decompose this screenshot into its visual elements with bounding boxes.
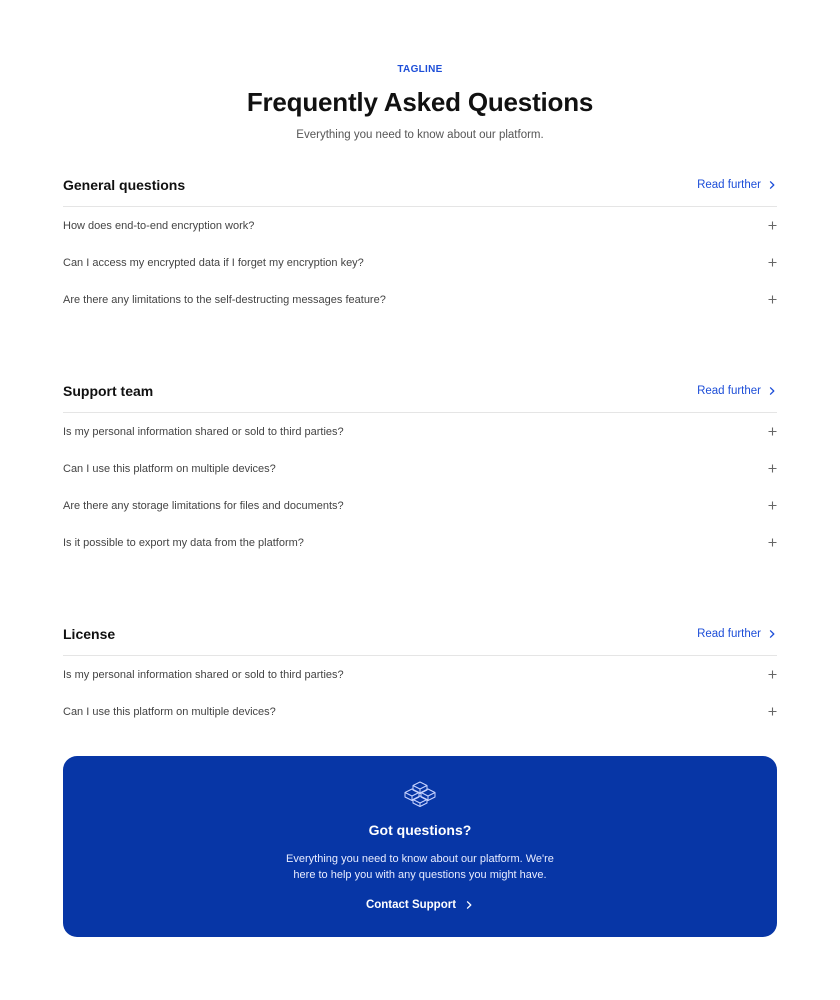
tagline: TAGLINE	[397, 64, 443, 75]
faq-question: Are there any storage limitations for files and documents?	[63, 499, 344, 512]
faq-item[interactable]	[63, 244, 777, 281]
plus-icon	[768, 427, 777, 436]
support-cta-card	[63, 756, 777, 937]
read-further-label: Read further	[697, 385, 761, 397]
faq-list	[63, 413, 777, 561]
section-title: License	[63, 626, 116, 642]
section-header	[63, 164, 777, 207]
faq-section-support	[63, 370, 777, 561]
chevron-right-icon	[767, 386, 777, 396]
faq-item[interactable]	[63, 207, 777, 244]
plus-icon	[768, 670, 777, 679]
faq-section-license	[63, 613, 777, 730]
faq-question: Are there any limitations to the self-destructing messages feature?	[63, 293, 386, 306]
faq-item[interactable]	[63, 450, 777, 487]
faq-question: Can I use this platform on multiple devices?	[63, 462, 276, 475]
section-header	[63, 370, 777, 413]
faq-question: Is my personal information shared or sold to third parties?	[63, 425, 344, 438]
faq-page	[63, 0, 777, 911]
plus-icon	[768, 464, 777, 473]
faq-list	[63, 656, 777, 730]
plus-icon	[768, 295, 777, 304]
faq-question: Can I access my encrypted data if I forget my encryption key?	[63, 256, 364, 269]
cta-description: Everything you need to know about our platform. We're here to help you with any questions you might have.	[286, 853, 554, 881]
faq-section-general	[63, 164, 777, 318]
chevron-right-icon	[464, 900, 474, 910]
chevron-right-icon	[767, 180, 777, 190]
read-further-label: Read further	[697, 628, 761, 640]
faq-item[interactable]	[63, 413, 777, 450]
contact-support-label: Contact Support	[365, 899, 457, 911]
faq-question: Can I use this platform on multiple devices?	[63, 705, 276, 718]
faq-item[interactable]	[63, 281, 777, 318]
page-subtitle: Everything you need to know about our platform.	[296, 129, 544, 141]
plus-icon	[768, 221, 777, 230]
plus-icon	[768, 501, 777, 510]
page-title: Frequently Asked Questions	[246, 87, 594, 117]
hero	[63, 0, 777, 142]
read-further-link-license[interactable]	[697, 628, 777, 640]
plus-icon	[768, 707, 777, 716]
section-header	[63, 613, 777, 656]
read-further-label: Read further	[697, 179, 761, 191]
faq-item[interactable]	[63, 487, 777, 524]
section-title: General questions	[63, 177, 186, 193]
cta-title: Got questions?	[368, 822, 472, 838]
faq-item[interactable]	[63, 524, 777, 561]
faq-item[interactable]	[63, 656, 777, 693]
read-further-link-general[interactable]	[697, 179, 777, 191]
faq-question: Is my personal information shared or sold to third parties?	[63, 668, 344, 681]
blocks-icon	[402, 780, 438, 808]
contact-support-button[interactable]	[366, 899, 474, 911]
section-title: Support team	[63, 383, 154, 399]
faq-question: Is it possible to export my data from the platform?	[63, 536, 304, 549]
faq-item[interactable]	[63, 693, 777, 730]
plus-icon	[768, 258, 777, 267]
plus-icon	[768, 538, 777, 547]
faq-question: How does end-to-end encryption work?	[63, 219, 255, 232]
read-further-link-support[interactable]	[697, 385, 777, 397]
chevron-right-icon	[767, 629, 777, 639]
faq-list	[63, 207, 777, 318]
